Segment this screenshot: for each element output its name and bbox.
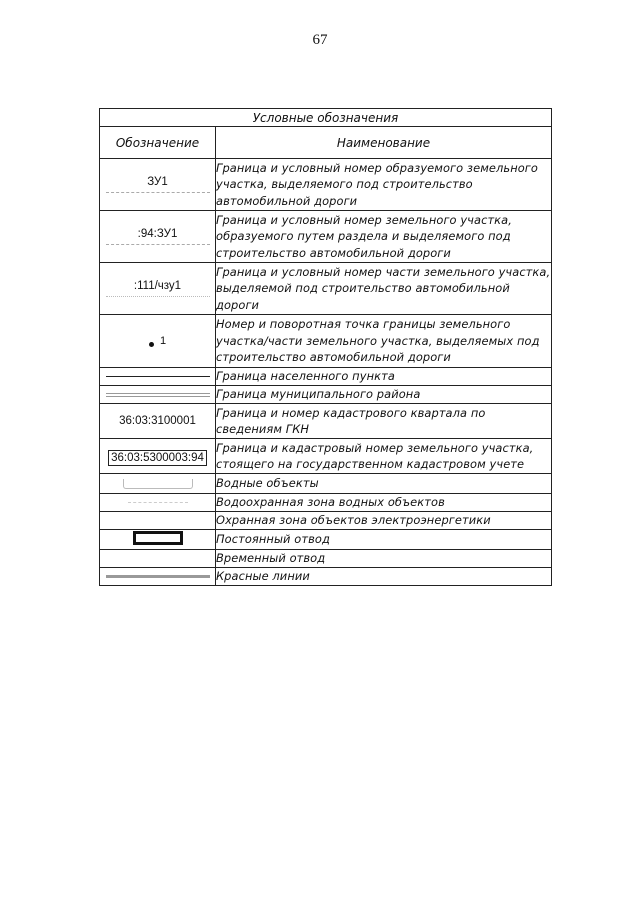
legend-symbol: [100, 159, 216, 211]
page-number: 67: [312, 32, 328, 48]
legend-symbol: [100, 404, 216, 439]
legend-title-row: [100, 109, 552, 127]
legend-symbol: [100, 263, 216, 315]
symbol-label: 36:03:5300003:94: [108, 450, 207, 466]
legend-row: [100, 386, 552, 404]
point-dot-icon: [149, 342, 154, 347]
turning-point-symbol: [149, 335, 166, 347]
legend-name: Граница населенного пункта: [216, 368, 552, 386]
legend-name: Временный отвод: [216, 550, 552, 568]
legend-symbol: [100, 512, 216, 530]
water-body-icon: [123, 479, 193, 489]
legend-row: [100, 159, 552, 211]
legend-row: [100, 530, 552, 550]
legend-row: [100, 550, 552, 568]
legend-name: Граница и условный номер образуемого земельного участка, выделяемого под строительство автомобильной дороги: [216, 159, 552, 211]
legend-name: Граница и номер кадастрового квартала по сведениям ГКН: [216, 404, 552, 439]
legend-name: Граница и условный номер земельного участка, образуемого путем раздела и выделяемого под строительство автомобильной дороги: [216, 211, 552, 263]
legend-row: [100, 315, 552, 368]
legend-name: Красные линии: [216, 568, 552, 586]
legend-name: Граница муниципального района: [216, 386, 552, 404]
header-symbol: Обозначение: [100, 127, 216, 159]
permanent-allotment-icon: [133, 531, 183, 545]
legend-table: [99, 108, 552, 586]
symbol-label: 1: [159, 334, 167, 347]
symbol-label: ЗУ1: [147, 176, 168, 188]
legend-name: Охранная зона объектов электроэнергетики: [216, 512, 552, 530]
legend-row: [100, 263, 552, 315]
legend-symbol: [100, 368, 216, 386]
legend-symbol: [100, 315, 216, 368]
legend-symbol: [100, 550, 216, 568]
legend-symbol: [100, 439, 216, 474]
legend-row: [100, 439, 552, 474]
header-name: Наименование: [216, 127, 552, 159]
legend-name: Постоянный отвод: [216, 530, 552, 550]
legend-row: [100, 211, 552, 263]
legend-title: Условные обозначения: [100, 109, 552, 127]
legend-name: Водные объекты: [216, 474, 552, 494]
legend-name: Граница и кадастровый номер земельного участка, стоящего на государственном кадастровом учете: [216, 439, 552, 474]
settlement-boundary-line: [106, 376, 210, 377]
red-lines-symbol: [106, 575, 210, 578]
district-boundary-line: [106, 393, 210, 397]
legend-header-row: [100, 127, 552, 159]
symbol-label: :111/чзу1: [133, 280, 182, 292]
legend-symbol: [100, 568, 216, 586]
legend-symbol: [100, 530, 216, 550]
legend-symbol: [100, 494, 216, 512]
symbol-label: :94:ЗУ1: [137, 228, 178, 240]
water-protection-zone-line: [128, 502, 188, 503]
dotted-boundary-line: [106, 296, 210, 297]
legend-symbol: [100, 474, 216, 494]
legend-row: [100, 368, 552, 386]
legend-row: [100, 404, 552, 439]
legend-name: Водоохранная зона водных объектов: [216, 494, 552, 512]
symbol-label: 36:03:3100001: [119, 415, 196, 427]
legend-name: Номер и поворотная точка границы земельного участка/части земельного участка, выделяемых под строительство автомобильной дороги: [216, 315, 552, 368]
legend-row: [100, 494, 552, 512]
legend-symbol: [100, 386, 216, 404]
dashed-boundary-line: [106, 192, 210, 193]
legend-symbol: [100, 211, 216, 263]
legend-row: [100, 568, 552, 586]
legend-row: [100, 512, 552, 530]
legend-name: Граница и условный номер части земельного участка, выделяемой под строительство автомобильной дороги: [216, 263, 552, 315]
dashed-boundary-line: [106, 244, 210, 245]
legend-row: [100, 474, 552, 494]
